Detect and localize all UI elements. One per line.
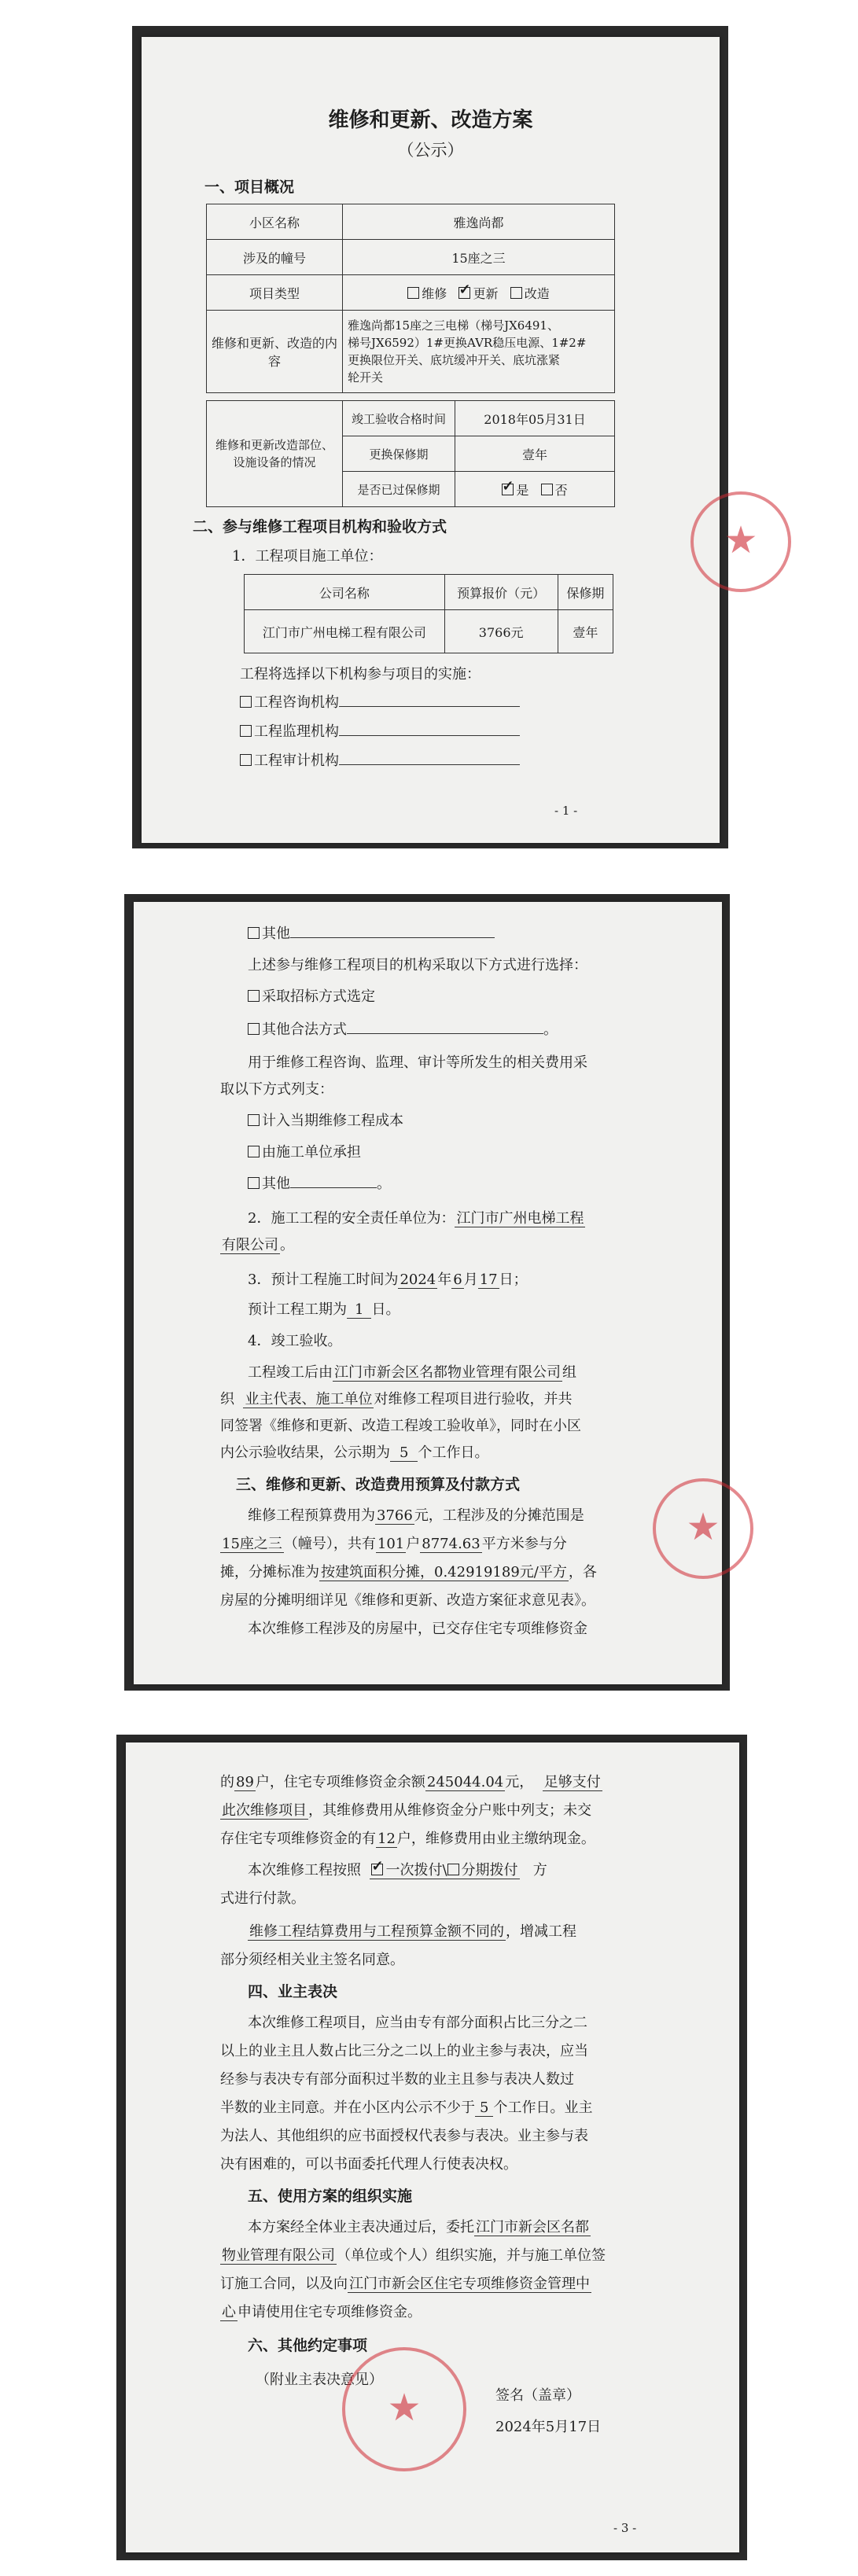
acceptance-line-2 bbox=[220, 1391, 572, 1408]
month-value: 6 bbox=[453, 1271, 462, 1288]
signature-label: 签名（盖章） bbox=[495, 2387, 580, 2404]
row-value: 雅逸尚都 bbox=[343, 204, 615, 240]
agencies-intro: 工程将选择以下机构参与项目的实施： bbox=[240, 666, 481, 683]
section-3-heading: 三、维修和更新、改造费用预算及付款方式 bbox=[236, 1476, 521, 1493]
text: 组 bbox=[562, 1364, 576, 1381]
vote-line-5: 为法人、其他组织的应书面授权代表参与表决。业主参与表 bbox=[220, 2128, 588, 2144]
option-label: 其他 bbox=[262, 1176, 290, 1192]
method-other: 其他合法方式 。 bbox=[248, 1021, 558, 1039]
text: 个工作日。业主 bbox=[493, 2099, 593, 2116]
checkbox-renovate bbox=[510, 287, 522, 299]
document-title: 维修和更新、改造方案 bbox=[328, 109, 533, 132]
budget-value: 3766元 bbox=[444, 610, 558, 653]
budget-line-4: 房屋的分摊明细详见《维修和更新、改造方案征求意见表》。 bbox=[220, 1592, 595, 1609]
text: 3．预计工程施工时间为 bbox=[248, 1271, 399, 1288]
checkbox bbox=[248, 1023, 260, 1035]
underlined-org: 江门市新会区住宅专项维修资金管理中 bbox=[349, 2276, 590, 2292]
acceptance-line-3: 同签署《维修和更新、改造工程竣工验收单》，同时在小区 bbox=[220, 1418, 581, 1434]
text: 本方案经全体业主表决通过后，委托 bbox=[248, 2219, 474, 2236]
text: 织 bbox=[220, 1391, 234, 1408]
text: 月 bbox=[463, 1271, 478, 1288]
text: 工程竣工后由 bbox=[248, 1364, 333, 1381]
text: 方 bbox=[532, 1862, 547, 1879]
sub-label: 更换保修期 bbox=[343, 436, 455, 472]
text: ，增减工程 bbox=[506, 1923, 576, 1940]
document-page-2 bbox=[134, 902, 722, 1684]
vote-line-3: 经参与表决专有部分面积过半数的业主且参与表决人数过 bbox=[220, 2071, 574, 2088]
red-seal-stamp bbox=[342, 2347, 466, 2471]
signature-date: 2024年5月17日 bbox=[495, 2419, 602, 2435]
fill-blank bbox=[290, 1187, 377, 1188]
budget-line-5: 本次维修工程涉及的房屋中，已交存住宅专项维修资金 bbox=[248, 1621, 587, 1637]
fill-blank bbox=[290, 937, 495, 938]
text: 。 bbox=[280, 1237, 294, 1253]
checkbox-update-checked bbox=[458, 287, 470, 299]
balance-value: 245044.04 bbox=[426, 1774, 504, 1790]
sub-label: 竣工验收合格时间 bbox=[343, 401, 455, 436]
company-name: 江门市广州电梯工程有限公司 bbox=[245, 610, 445, 653]
vote-line-1: 本次维修工程项目，应当由专有部分面积占比三分之二 bbox=[248, 2015, 587, 2031]
text: 本次维修工程按照 bbox=[248, 1862, 361, 1879]
option-label: 其他 bbox=[262, 926, 290, 942]
item-4: 4．竣工验收。 bbox=[248, 1333, 342, 1349]
fund-line-1 bbox=[220, 1774, 602, 1791]
section-5-heading: 五、使用方案的组织实施 bbox=[248, 2188, 413, 2205]
budget-line-1 bbox=[248, 1507, 584, 1525]
time-line bbox=[248, 1271, 528, 1289]
section-4-heading: 四、业主表决 bbox=[248, 1983, 338, 2000]
budget-line-2 bbox=[220, 1536, 567, 1553]
fee-line-2: 取以下方式列支： bbox=[220, 1081, 333, 1098]
project-type-options bbox=[343, 275, 615, 311]
vote-line-4 bbox=[220, 2099, 592, 2117]
payment-options bbox=[370, 1862, 519, 1879]
underlined-company: 江门市广州电梯工程 bbox=[456, 1210, 584, 1227]
red-seal-stamp bbox=[653, 1478, 753, 1579]
payment-line-1 bbox=[248, 1862, 547, 1879]
day-value: 17 bbox=[479, 1271, 498, 1288]
page-number: - 1 - bbox=[554, 804, 578, 818]
fund-line-2 bbox=[220, 1802, 591, 1820]
company-table bbox=[244, 574, 613, 653]
fee-option-1 bbox=[248, 1113, 403, 1130]
option-label: 分期拨付 bbox=[461, 1862, 518, 1879]
budget-value: 3766 bbox=[377, 1507, 413, 1524]
underlined-text: 维修工程结算费用与工程预算金额不同的 bbox=[249, 1923, 504, 1940]
underlined-company: 有限公司 bbox=[222, 1237, 278, 1253]
item-1-label: 1．工程项目施工单位： bbox=[232, 548, 383, 565]
row-label: 维修和更新改造部位、设施设备的情况 bbox=[207, 401, 343, 507]
row-label: 小区名称 bbox=[207, 204, 343, 240]
checkbox bbox=[248, 1146, 260, 1157]
checkbox-maintain bbox=[407, 287, 419, 299]
separator: \ bbox=[442, 1862, 447, 1879]
org-line-1 bbox=[248, 2219, 591, 2236]
text: 元，工程涉及的分摊范围是 bbox=[414, 1507, 584, 1524]
row-value: 15座之三 bbox=[343, 240, 615, 275]
text: 户，维修费用由业主缴纳现金。 bbox=[396, 1831, 595, 1847]
text: 日； bbox=[499, 1271, 528, 1288]
sub-value: 2018年05月31日 bbox=[455, 401, 615, 436]
column-header: 公司名称 bbox=[245, 575, 445, 610]
checkbox-one-time-checked bbox=[371, 1864, 383, 1875]
project-overview-table bbox=[206, 204, 615, 393]
agency-consulting bbox=[240, 694, 520, 712]
checkbox bbox=[248, 1114, 260, 1126]
text: 半数的业主同意。并在小区内公示不少于 bbox=[220, 2099, 475, 2116]
underlined-company: 江门市新会区名都 bbox=[476, 2219, 589, 2236]
content-line: 更换限位开关、底坑缓冲开关、底坑涨紧 bbox=[348, 353, 561, 367]
area-value: 8774.63 bbox=[422, 1536, 481, 1552]
agency-label: 工程审计机构 bbox=[254, 753, 339, 769]
text: （幢号），共有 bbox=[283, 1536, 376, 1552]
vote-line-2: 以上的业主且人数占比三分之二以上的业主参与表决，应当 bbox=[220, 2043, 588, 2059]
star-icon: ★ bbox=[686, 1505, 720, 1549]
text: ，各 bbox=[568, 1564, 597, 1581]
page-number: - 3 - bbox=[613, 2521, 637, 2535]
checkbox bbox=[240, 754, 252, 766]
budget-line-3 bbox=[220, 1564, 597, 1581]
text: 维修工程预算费用为 bbox=[248, 1507, 375, 1524]
option-label: 由施工单位承担 bbox=[262, 1144, 361, 1161]
acceptance-line-4 bbox=[220, 1444, 488, 1462]
fee-line-1: 用于维修工程咨询、监理、审计等所发生的相关费用采 bbox=[248, 1054, 587, 1071]
household-count: 12 bbox=[377, 1831, 396, 1847]
text: 日。 bbox=[371, 1301, 400, 1318]
option-label: 改造 bbox=[524, 285, 550, 301]
text: 订施工合同，以及向 bbox=[220, 2276, 348, 2292]
text: 摊，分摊标准为 bbox=[220, 1564, 319, 1581]
column-header: 预算报价（元） bbox=[444, 575, 558, 610]
option-label: 否 bbox=[554, 482, 568, 498]
building-value: 15座之三 bbox=[222, 1536, 282, 1552]
text: 预计工程工期为 bbox=[248, 1301, 347, 1318]
acceptance-line-1 bbox=[248, 1364, 576, 1382]
safety-line-1 bbox=[248, 1210, 585, 1227]
checkbox-yes-checked bbox=[502, 484, 514, 495]
star-icon: ★ bbox=[387, 2386, 422, 2430]
text: 元， bbox=[505, 1774, 534, 1790]
agency-label: 工程监理机构 bbox=[254, 723, 339, 740]
allocation-standard: 按建筑面积分摊，0.42919189元/平方 bbox=[321, 1564, 567, 1581]
warranty-value: 壹年 bbox=[558, 610, 613, 653]
fill-blank bbox=[347, 1033, 543, 1034]
attachment-note: （附业主表决意见） bbox=[256, 2372, 383, 2388]
period-line bbox=[248, 1301, 400, 1319]
row-label: 维修和更新、改造的内容 bbox=[207, 311, 343, 393]
table-row bbox=[207, 204, 615, 240]
safety-line-2 bbox=[220, 1237, 294, 1254]
fill-blank bbox=[339, 735, 520, 736]
table-header-row bbox=[245, 575, 613, 610]
diff-line-1 bbox=[248, 1923, 576, 1941]
days-value: 5 bbox=[475, 2099, 493, 2117]
parts-table bbox=[206, 400, 615, 507]
option-label: 一次拨付 bbox=[385, 1862, 443, 1879]
checkbox bbox=[240, 696, 252, 708]
underlined-company: 物业管理有限公司 bbox=[222, 2247, 335, 2264]
column-header: 保修期 bbox=[558, 575, 613, 610]
table-row bbox=[245, 610, 613, 653]
text: 对维修工程项目进行验收，并共 bbox=[374, 1391, 573, 1408]
option-label: 维修 bbox=[422, 285, 447, 301]
org-line-4 bbox=[220, 2304, 422, 2321]
option-label: 是 bbox=[516, 482, 529, 498]
section-6-heading: 六、其他约定事项 bbox=[248, 2337, 368, 2354]
days-value: 5 bbox=[390, 1444, 418, 1462]
org-line-3 bbox=[220, 2276, 591, 2293]
agency-audit bbox=[240, 753, 520, 770]
section-1-heading: 一、项目概况 bbox=[204, 178, 295, 196]
text: 内公示验收结果，公示期为 bbox=[220, 1444, 390, 1461]
sub-label: 是否已过保修期 bbox=[343, 472, 455, 507]
agency-supervision bbox=[240, 723, 520, 741]
option-label: 其他合法方式 bbox=[262, 1021, 347, 1038]
checkbox bbox=[248, 1177, 260, 1189]
vote-line-6: 决有困难的，可以书面委托代理人行使表决权。 bbox=[220, 2156, 517, 2173]
fund-line-3 bbox=[220, 1831, 595, 1848]
row-label: 涉及的幢号 bbox=[207, 240, 343, 275]
text: 户 bbox=[406, 1536, 421, 1552]
star-icon: ★ bbox=[724, 518, 758, 562]
underlined-text: 业主代表、施工单位 bbox=[245, 1391, 373, 1408]
checkbox-installment bbox=[447, 1864, 459, 1875]
other-agency bbox=[248, 926, 495, 943]
year-value: 2024 bbox=[400, 1271, 436, 1288]
text: 存住宅专项维修资金的有 bbox=[220, 1831, 376, 1847]
fee-option-3: 其他 。 bbox=[248, 1176, 391, 1193]
table-row bbox=[207, 311, 615, 393]
option-label: 计入当期维修工程成本 bbox=[262, 1113, 403, 1129]
option-label: 更新 bbox=[473, 285, 499, 301]
document-subtitle: （公示） bbox=[397, 141, 464, 160]
fill-blank bbox=[339, 764, 520, 765]
row-label: 项目类型 bbox=[207, 275, 343, 311]
text: 的 bbox=[220, 1774, 234, 1790]
method-intro: 上述参与维修工程项目的机构采取以下方式进行选择： bbox=[248, 957, 587, 973]
checkbox bbox=[248, 927, 260, 939]
warranty-options bbox=[455, 472, 615, 507]
content-line: 雅逸尚都15座之三电梯（梯号JX6491、 bbox=[348, 318, 559, 333]
fee-option-2 bbox=[248, 1144, 361, 1161]
text: 年 bbox=[437, 1271, 452, 1288]
text: 申请使用住宅专项维修资金。 bbox=[238, 2304, 422, 2320]
method-tender bbox=[248, 988, 375, 1006]
table-row bbox=[207, 401, 615, 436]
content-description bbox=[343, 311, 615, 393]
table-row bbox=[207, 275, 615, 311]
household-count: 101 bbox=[377, 1536, 405, 1552]
red-seal-stamp bbox=[690, 491, 791, 592]
payment-line-2: 式进行付款。 bbox=[220, 1890, 305, 1907]
checkbox bbox=[240, 725, 252, 737]
underlined-text: 足够支付 bbox=[543, 1774, 601, 1790]
checkbox bbox=[248, 990, 260, 1002]
text: 户，住宅专项维修资金余额 bbox=[255, 1774, 425, 1790]
sub-value: 壹年 bbox=[455, 436, 615, 472]
underlined-company: 江门市新会区名都物业管理有限公司 bbox=[334, 1364, 561, 1381]
household-count: 89 bbox=[236, 1774, 254, 1790]
text: ，其维修费用从维修资金分户账中列支；未交 bbox=[308, 1802, 591, 1819]
org-line-2 bbox=[220, 2247, 606, 2265]
table-row bbox=[207, 240, 615, 275]
text: 平方米参与分 bbox=[481, 1536, 567, 1552]
content-line: 梯号JX6592）1#更换AVR稳压电源、1#2# bbox=[348, 336, 587, 350]
photo-page-2 bbox=[124, 894, 730, 1691]
content-line: 轮开关 bbox=[348, 370, 384, 385]
underlined-org: 心 bbox=[222, 2304, 236, 2320]
period-value: 1 bbox=[347, 1301, 371, 1319]
underlined-text: 此次维修项目 bbox=[222, 1802, 307, 1819]
checkbox-no bbox=[541, 484, 553, 495]
text: 2．施工工程的安全责任单位为： bbox=[248, 1210, 455, 1227]
option-label: 采取招标方式选定 bbox=[262, 988, 375, 1005]
fill-blank bbox=[339, 706, 520, 707]
section-2-heading: 二、参与维修工程项目机构和验收方式 bbox=[193, 518, 447, 535]
photo-page-1 bbox=[132, 26, 728, 848]
text: （单位或个人）组织实施，并与施工单位签 bbox=[337, 2247, 606, 2264]
agency-label: 工程咨询机构 bbox=[254, 694, 339, 711]
document-page-1 bbox=[142, 37, 720, 843]
text: 个工作日。 bbox=[418, 1444, 489, 1461]
diff-line-2: 部分须经相关业主签名同意。 bbox=[220, 1952, 404, 1968]
